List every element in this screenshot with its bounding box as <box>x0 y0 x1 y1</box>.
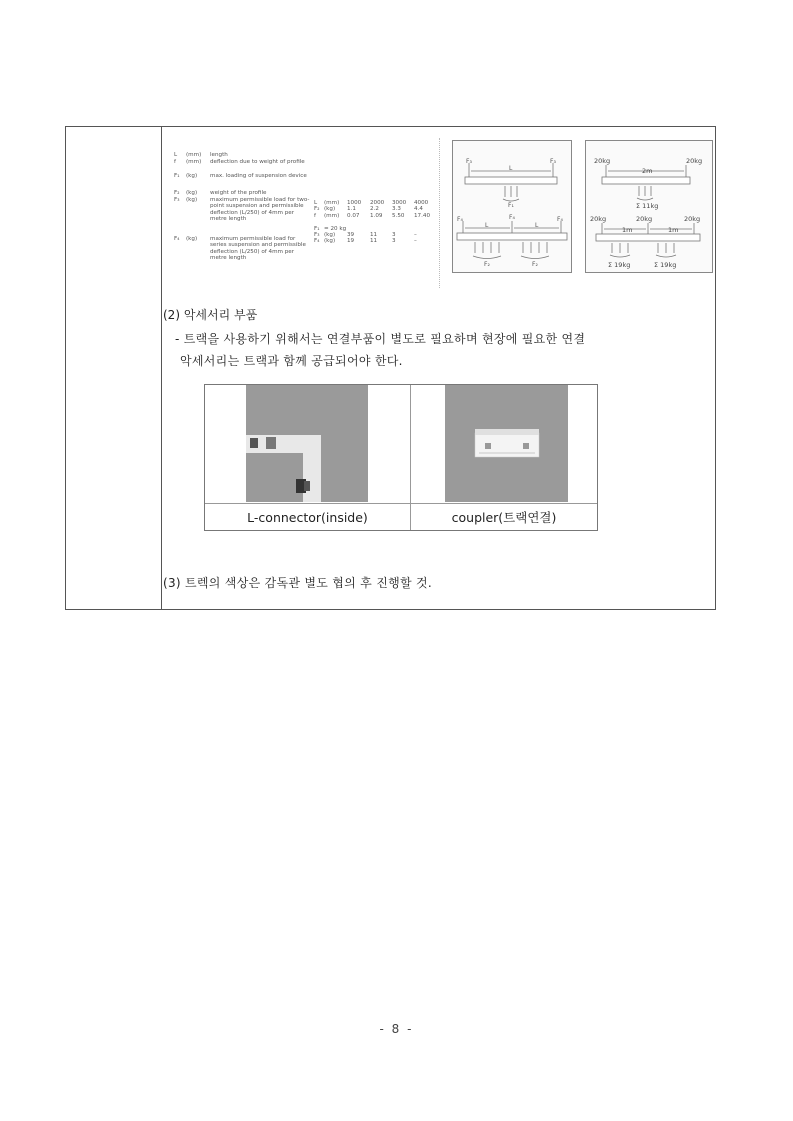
load-table <box>314 200 434 245</box>
diagram-label: F₃ <box>466 158 472 165</box>
legend-description: weight of the profile <box>210 190 267 196</box>
diagram-label: L <box>535 222 539 229</box>
load-table-cell: F₃ <box>314 231 320 238</box>
legend-unit: (kg) <box>186 190 198 196</box>
load-table-cell: 2000 <box>370 200 385 206</box>
diagram-label: 20kg <box>636 215 653 223</box>
load-table-cell: F₂ <box>314 206 320 213</box>
legend-unit: (kg) <box>186 236 198 242</box>
diagram-label: Σ 11kg <box>636 202 659 210</box>
diagram-label: L <box>485 222 489 229</box>
legend-symbol: f <box>174 159 176 165</box>
load-table-cell: 2.2 <box>370 206 379 213</box>
l-connector-caption: L-connector(inside) <box>247 510 368 525</box>
l-connector-photo <box>246 385 368 502</box>
load-table-cell: – <box>414 231 417 238</box>
load-table-cell: 19 <box>347 238 355 245</box>
load-table-cell: (mm) <box>324 200 340 206</box>
diagram-label: 1m <box>668 226 679 234</box>
diagram-label: Σ 19kg <box>654 261 677 269</box>
load-table-cell: 0.07 <box>347 212 360 219</box>
diagram-label: F₄ <box>509 214 515 221</box>
diagram-label: 20kg <box>684 215 701 223</box>
load-example-svg <box>586 141 712 272</box>
load-table-cell: 5.50 <box>392 212 405 219</box>
legend-symbol: F₃ <box>174 197 180 203</box>
section-2-line-2: 악세서리는 트랙과 함께 공급되어야 한다. <box>180 354 403 368</box>
load-table-cell: F₄ <box>314 238 320 245</box>
legend-symbol: F₁ <box>174 173 180 179</box>
diagram-label: 1m <box>622 226 633 234</box>
diagram-label: F₃ <box>550 158 556 165</box>
column-divider <box>161 127 162 609</box>
load-table-cell: 1.09 <box>370 212 383 219</box>
diagram-label: 20kg <box>594 157 611 165</box>
coupler-photo <box>445 385 568 502</box>
load-table-cell: 11 <box>370 231 378 238</box>
legend-unit: (kg) <box>186 197 198 203</box>
suspension-load-diagram <box>452 140 572 273</box>
l-connector-image <box>246 385 368 502</box>
legend-block <box>174 152 434 277</box>
diagram-label: F₄ <box>557 216 563 223</box>
legend-unit: (kg) <box>186 173 198 179</box>
load-table-cell: 39 <box>347 231 355 238</box>
load-table-cell: 1000 <box>347 200 362 206</box>
load-table-cell: (kg) <box>324 231 336 238</box>
load-table-cell: 11 <box>370 238 378 245</box>
legend-unit: (mm) <box>186 152 202 158</box>
load-table-cell: – <box>414 238 417 245</box>
load-table-row <box>314 238 434 244</box>
suspension-load-svg <box>453 141 571 272</box>
diagram-label: F₂ <box>484 261 490 268</box>
load-table-cell: 1.1 <box>347 206 356 213</box>
load-table-cell: 3 <box>392 238 396 245</box>
diagram-label: 2m <box>642 167 653 175</box>
legend-description: max. loading of suspension device <box>210 173 307 179</box>
diagram-label: F₂ <box>532 261 538 268</box>
diagram-label: F₁ <box>508 202 514 209</box>
parts-table <box>204 384 598 531</box>
legend-description: length <box>210 152 228 158</box>
coupler-caption: coupler(트랙연결) <box>451 510 557 525</box>
diagram-label: 20kg <box>590 215 607 223</box>
load-table-cell: = 20 kg <box>324 225 347 232</box>
dotted-separator <box>439 138 440 288</box>
load-table-cell: (kg) <box>324 206 336 213</box>
load-table-cell: (mm) <box>324 212 340 219</box>
load-table-cell: 17.40 <box>414 212 431 219</box>
legend-symbol: L <box>174 152 178 158</box>
load-table-cell: (kg) <box>324 238 336 245</box>
load-table-cell: 3000 <box>392 200 407 206</box>
load-table-cell: 4.4 <box>414 206 423 213</box>
legend-unit: (mm) <box>186 159 202 165</box>
load-table-cell: f <box>314 212 316 219</box>
load-example-diagram <box>585 140 713 273</box>
diagram-label: F₄ <box>457 216 463 223</box>
legend-symbol: F₄ <box>174 236 180 242</box>
load-table-cell: 4000 <box>414 200 429 206</box>
page-number: - 8 - <box>379 1022 414 1036</box>
diagram-label: Σ 19kg <box>608 261 631 269</box>
coupler-image <box>445 385 568 502</box>
load-table-cell: 3 <box>392 231 396 238</box>
load-table-cell: F₁ <box>314 225 320 232</box>
diagram-label: L <box>509 165 513 172</box>
legend-description: maximum permissible load for series suspension and permissible deflection (L/250) of 4mm per metre length <box>210 236 306 262</box>
section-2-heading: (2) 악세서리 부품 <box>163 308 258 322</box>
section-3-text: (3) 트렉의 색상은 감독관 별도 협의 후 진행할 것. <box>163 576 432 590</box>
legend-description: maximum permissible load for two-point suspension and permissible deflection (L/250) of 4mm per metre length <box>210 197 310 223</box>
load-table-cell: 3.3 <box>392 206 401 213</box>
diagram-label: 20kg <box>686 157 703 165</box>
section-2-line-1: - 트랙을 사용하기 위해서는 연결부품이 별도로 필요하며 현장에 필요한 연결 <box>175 332 586 346</box>
load-table-cell: L <box>314 200 318 206</box>
legend-symbol: F₂ <box>174 190 180 196</box>
legend-description: deflection due to weight of profile <box>210 159 305 165</box>
